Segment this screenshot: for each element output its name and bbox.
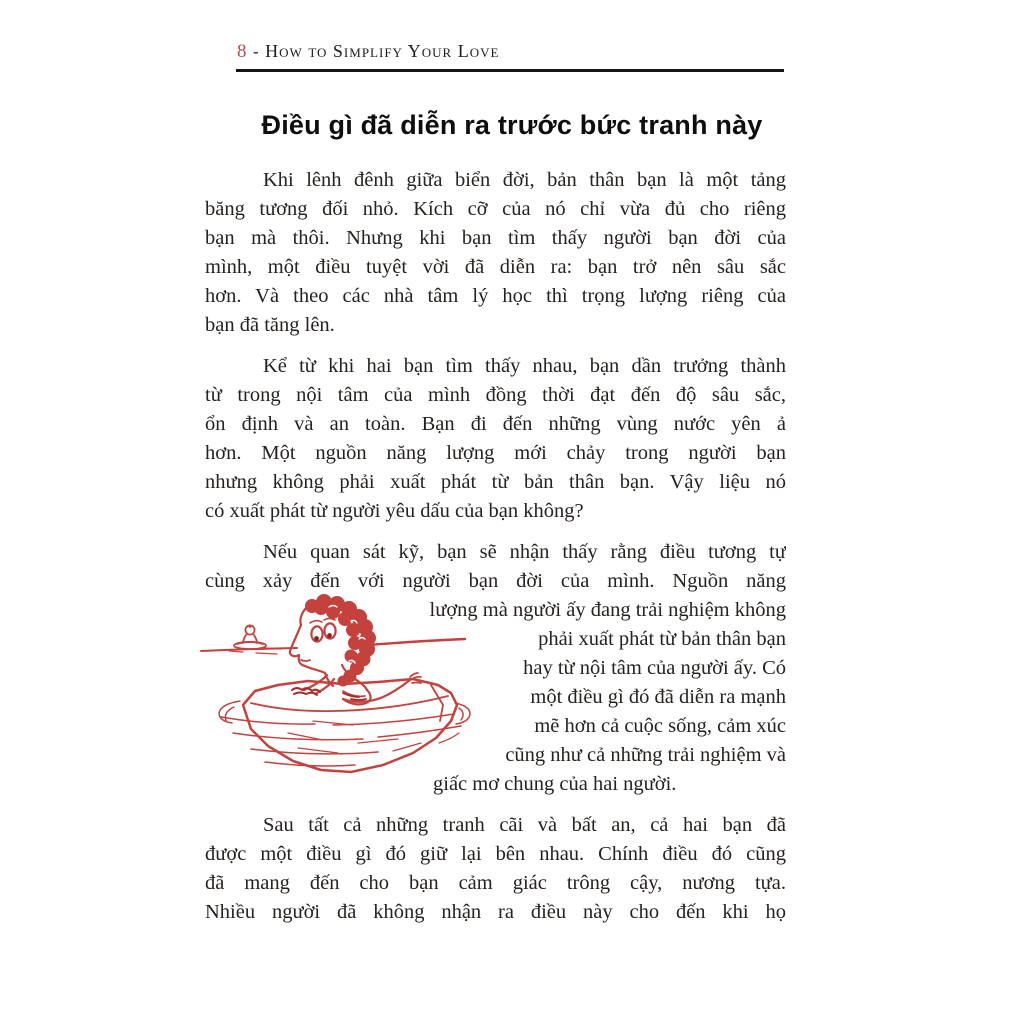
text-line: nhưng không phải xuất phát từ bản thân bạn. Vậy liệu nó xyxy=(205,471,786,493)
chapter-heading: Điều gì đã diễn ra trước bức tranh này xyxy=(261,110,763,140)
text-line: Kể từ khi hai bạn tìm thấy nhau, bạn dần trưởng thành xyxy=(263,355,786,377)
text-line: ổn định và an toàn. Bạn đi đến những vùng nước yên ả xyxy=(205,413,786,435)
text-line: có xuất phát từ người yêu dấu của bạn không? xyxy=(205,500,584,522)
text-line: giấc mơ chung của hai người. xyxy=(433,773,677,795)
header-rule xyxy=(236,69,784,72)
text-line: đã mang đến cho bạn cảm giác trông cậy, nương tựa. xyxy=(205,872,786,894)
paragraph xyxy=(205,811,786,927)
body-text xyxy=(205,166,786,927)
header-separator: - xyxy=(253,42,260,61)
paragraph xyxy=(205,166,786,340)
page-number: 8 xyxy=(237,41,247,62)
text-line: hơn. Một nguồn năng lượng mới chảy trong người bạn xyxy=(205,442,786,464)
text-line: mình, một điều tuyệt vời đã diễn ra: bạn trở nên sâu sắc xyxy=(205,256,786,278)
text-line: một điều gì đó đã diễn ra mạnh xyxy=(530,686,786,708)
text-line: cùng xảy đến với người bạn đời của mình. Nguồn năng xyxy=(205,570,786,592)
rock xyxy=(243,679,457,772)
text-line: bạn mà thôi. Nhưng khi bạn tìm thấy người bạn đời của xyxy=(205,227,786,249)
text-line: từ trong nội tâm của mình đồng thời đạt đến độ sâu sắc, xyxy=(205,384,786,406)
running-header xyxy=(237,41,784,63)
text-line: băng tương đối nhỏ. Kích cỡ của nó chỉ vừa đủ cho riêng xyxy=(205,198,786,220)
text-line: bạn đã tăng lên. xyxy=(205,314,335,336)
paragraph xyxy=(205,352,786,526)
illustration-woman-on-floating-rock xyxy=(193,593,483,788)
body xyxy=(292,673,421,704)
text-line: phải xuất phát từ bản thân bạn xyxy=(538,628,786,650)
text-line: Nhiều người đã không nhận ra điều này cho đến khi họ xyxy=(205,901,786,923)
woman-figure xyxy=(290,594,421,704)
text-line: Nếu quan sát kỹ, bạn sẽ nhận thấy rằng điều tương tự xyxy=(263,541,786,563)
text-line: Sau tất cả những tranh cãi và bất an, cả hai bạn đã xyxy=(263,814,786,836)
running-title: How to Simplify Your Love xyxy=(265,41,500,61)
text-line: cũng như cả những trải nghiệm và xyxy=(505,744,786,766)
text-line: được một điều gì đó giữ lại bên nhau. Chính điều đó cũng xyxy=(205,843,786,865)
text-line: lượng mà người ấy đang trải nghiệm không xyxy=(429,599,786,621)
text-line: Khi lênh đênh giữa biển đời, bản thân bạn là một tảng xyxy=(263,169,786,191)
horizon-line-right xyxy=(369,639,465,645)
text-line: hay từ nội tâm của người ấy. Có xyxy=(523,657,786,679)
text-line: mẽ hơn cả cuộc sống, cảm xúc xyxy=(534,715,786,737)
text-line: hơn. Và theo các nhà tâm lý học thì trọng lượng riêng của xyxy=(205,285,786,307)
